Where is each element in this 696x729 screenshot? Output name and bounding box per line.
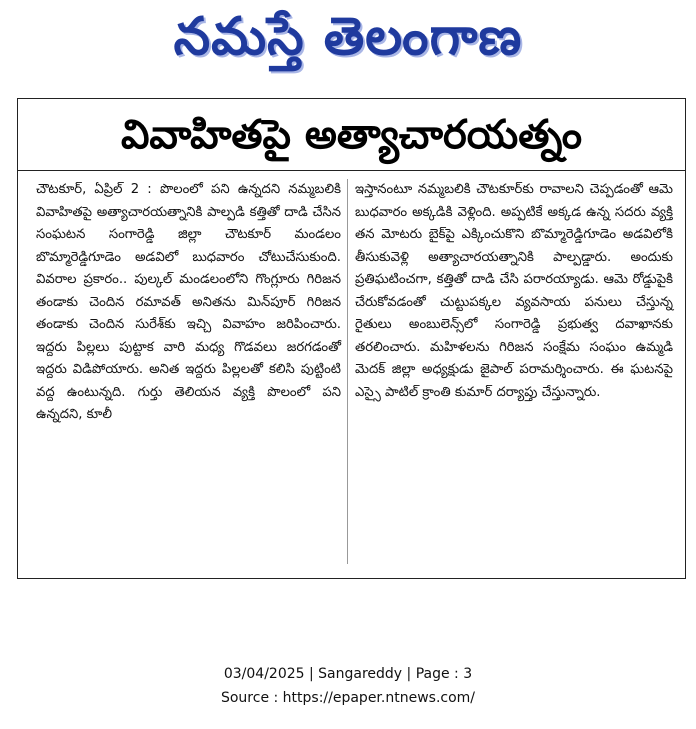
newspaper-masthead xyxy=(0,4,696,76)
article-headline: వివాహితపై అత్యాచారయత్నం xyxy=(18,99,685,171)
masthead-title: నమస్తే తెలంగాణ xyxy=(173,7,523,67)
news-clipping xyxy=(17,98,686,579)
article-body-right-column: ఇస్తానంటూ నమ్మబలికి చౌటకూర్‌కు రావాలని చెప్పడంతో ఆమె బుధవారం అక్కడికి వెళ్లింది. అప్పటికే అక్కడ ఉన్న సదరు వ్యక్తి తన మోటరు బైక్‌పై ఎక్కించుకొని బొమ్మారెడ్డిగూడెం అడవిలోకి తీసుకువెళ్లి అత్యాచారయత్నానికి పాల్పడ్డారు. అందుకు ప్రతిఘటించగా, కత్తితో దాడి చేసి పరారయ్యాడు. ఆమె రోడ్డుపైకి చేరుకోవడంతో చుట్టుపక్కల వ్యవసాయ పనులు చేస్తున్న రైతులు అంబులెన్స్‌లో సంగారెడ్డి ప్రభుత్వ దవాఖానకు తరలించారు. మహిళలను గిరిజన సంక్షేమ సంఘం ఉమ్మడి మెదక్ జిల్లా అధ్యక్షుడు జైపాల్ పరామర్శించారు. ఈ ఘటనపై ఎస్సై పాటిల్ క్రాంతి కుమార్ దర్యాప్తు చేస్తున్నారు. xyxy=(355,182,673,400)
footer-date-line: 03/04/2025 | Sangareddy | Page : 3 xyxy=(223,666,473,682)
column-divider xyxy=(347,179,348,564)
article-body-left-column: చౌటకూర్, ఏప్రిల్ 2 : పొలంలో పని ఉన్నదని నమ్మబలికి వివాహితపై అత్యాచారయత్నానికి పాల్పడి కత్తితో దాడి చేసిన సంఘటన సంగారెడ్డి జిల్లా చౌటకూర్ మండలం బొమ్మారెడ్డిగూడెం అడవిలో బుధవారం చోటుచేసుకుంది. వివరాల ప్రకారం.. పుల్కల్ మండలంలోని గొంగ్లూరు గిరిజన తండాకు చెందిన రమావత్ అనితను మిన్‌పూర్ గిరిజన తండాకు చెందిన సురేశ్‌కు ఇచ్చి వివాహం జరిపించారు. ఇద్దరు పిల్లలు పుట్టాక వారి మధ్య గొడవలు జరగడంతో ఇద్దరు విడిపోయారు. అనిత ఇద్దరు పిల్లలతో కలిసి పుట్టింటి వద్ద ఉంటున్నది. గుర్తు తెలియన వ్యక్తి పొలంలో పని ఉన్నదని, కూలీ xyxy=(36,182,341,422)
footer-source-line: Source : https://epaper.ntnews.com/ xyxy=(220,690,476,706)
